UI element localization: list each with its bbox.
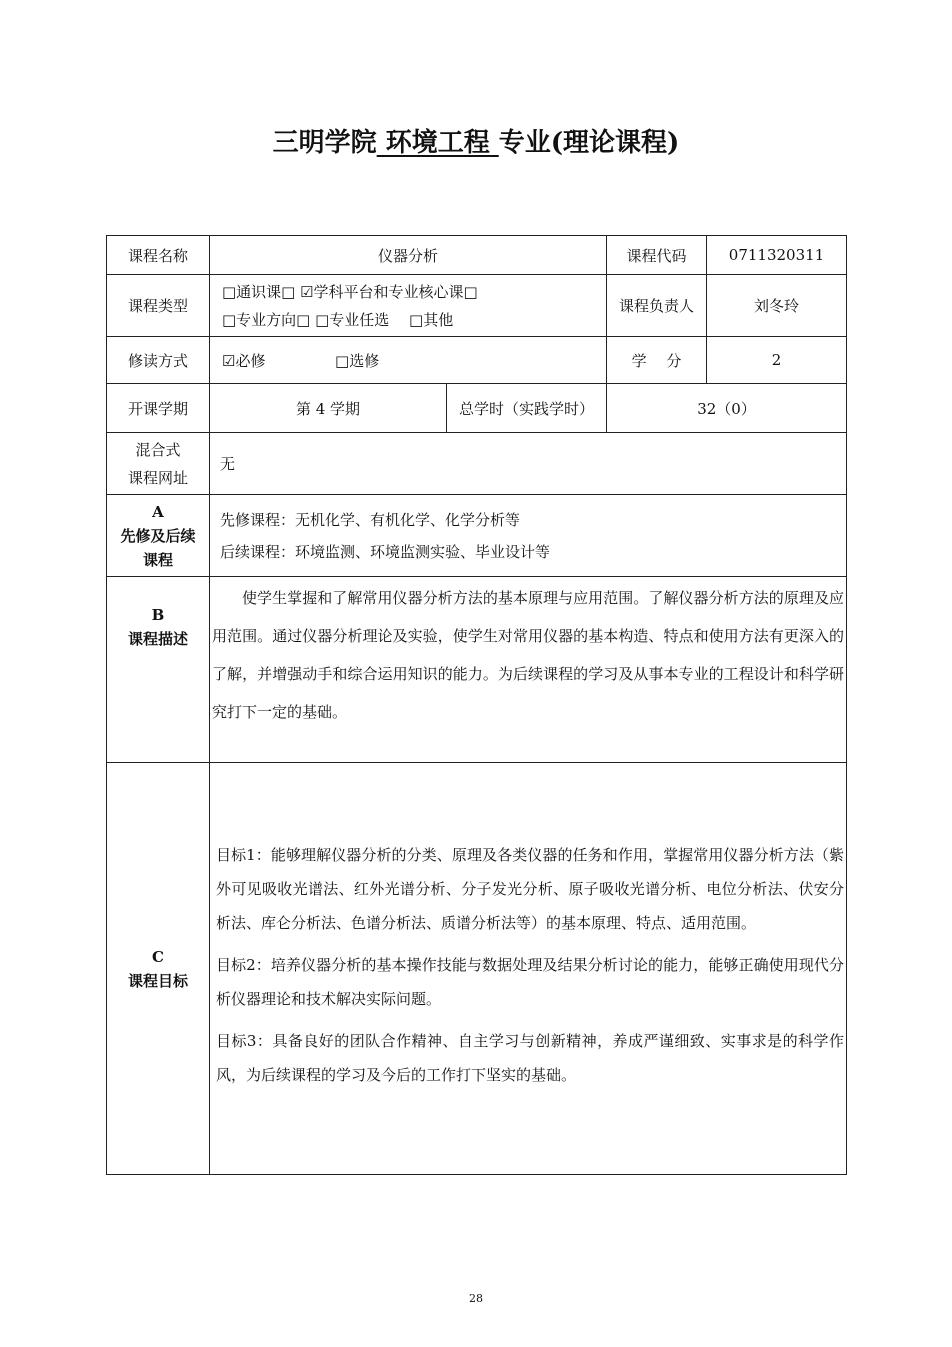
goal-2: 目标2：培养仪器分析的基本操作技能与数据处理及结果分析讨论的能力，能够正确使用现代分析仪器理论和技术解决实际问题。	[216, 955, 845, 1008]
page-number: 28	[469, 1292, 483, 1305]
section-a-title-line2: 课程	[142, 550, 173, 569]
section-a-content	[210, 495, 847, 577]
course-type-line2: □专业方向□ □专业任选 □其他	[222, 310, 454, 329]
hours-value: 32（0）	[607, 384, 847, 433]
credit-label: 学 分	[607, 337, 707, 384]
section-b-header	[107, 577, 210, 763]
prereq-courses: 先修课程：无机化学、有机化学、化学分析等	[220, 510, 521, 529]
course-name-label: 课程名称	[107, 236, 210, 275]
goal-3: 目标3：具备良好的团队合作精神、自主学习与创新精神，养成严谨细致、实事求是的科学作风，为后续课程的学习及今后的工作打下坚实的基础。	[216, 1031, 845, 1084]
section-c-letter: C	[152, 947, 164, 966]
semester-label: 开课学期	[107, 384, 210, 433]
section-a-letter: A	[152, 502, 164, 521]
course-type-label: 课程类型	[107, 275, 210, 337]
url-label-line1: 混合式	[135, 440, 181, 459]
course-goals	[210, 763, 847, 1175]
course-code-value: 0711320311	[707, 236, 847, 275]
url-value: 无	[210, 433, 847, 495]
study-mode-options	[210, 337, 607, 384]
row-study-mode	[107, 337, 847, 384]
followup-courses: 后续课程：环境监测、环境监测实验、毕业设计等	[220, 542, 551, 561]
row-section-b	[107, 577, 847, 763]
row-course-type	[107, 275, 847, 337]
course-code-label: 课程代码	[607, 236, 707, 275]
major-name: 环境工程	[376, 128, 499, 158]
goal-1: 目标1：能够理解仪器分析的分类、原理及各类仪器的任务和作用，掌握常用仪器分析方法（紫外可见吸收光谱法、红外光谱分析、分子发光分析、原子吸收光谱分析、电位分析法、伏安分析法、库仑分析法、色谱分析法、质谱分析法等）的基本原理、特点、适用范围。	[216, 845, 845, 932]
row-semester	[107, 384, 847, 433]
course-name-value: 仪器分析	[210, 236, 607, 275]
study-mode-elective: □选修	[335, 351, 380, 370]
row-course-url	[107, 433, 847, 495]
owner-label: 课程负责人	[607, 275, 707, 337]
url-label-line2: 课程网址	[127, 468, 188, 487]
course-description: 使学生掌握和了解常用仪器分析方法的基本原理与应用范围。了解仪器分析方法的原理及应用范围。通过仪器分析理论及实验，使学生对常用仪器的基本构造、特点和使用方法有更深入的了解，并增强动手和综合运用知识的能力。为后续课程的学习及从事本专业的工程设计和科学研究打下一定的基础。	[210, 577, 847, 763]
page-title-line1	[0, 122, 952, 159]
syllabus-table	[106, 235, 847, 1175]
row-section-c	[107, 763, 847, 1175]
section-a-title-line1: 先修及后续	[120, 526, 196, 545]
semester-value: 第 4 学期	[210, 384, 447, 433]
school-name: 三明学院	[272, 128, 377, 158]
course-category: 专业(理论课程)	[498, 128, 680, 158]
row-course-name	[107, 236, 847, 275]
study-mode-label: 修读方式	[107, 337, 210, 384]
url-label	[107, 433, 210, 495]
course-type-options	[210, 275, 607, 337]
owner-value: 刘冬玲	[707, 275, 847, 337]
section-b-title: 课程描述	[127, 630, 188, 648]
section-c-title: 课程目标	[127, 971, 188, 990]
section-c-header	[107, 763, 210, 1175]
section-a-header	[107, 495, 210, 577]
section-b-letter: B	[151, 606, 165, 624]
hours-label: 总学时（实践学时）	[447, 384, 607, 433]
study-mode-required: ☑必修	[222, 351, 266, 370]
row-section-a	[107, 495, 847, 577]
credit-value: 2	[707, 337, 847, 384]
course-type-line1: □通识课□ ☑学科平台和专业核心课□	[222, 282, 478, 301]
